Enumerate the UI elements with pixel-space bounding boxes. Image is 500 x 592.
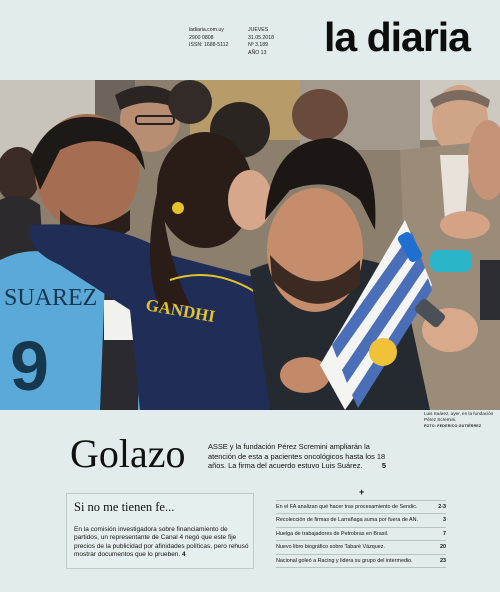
issue-number: Nº 3.189 [248, 42, 269, 49]
index-item-page: 2-3 [438, 504, 446, 510]
secondary-body-text: En la comisión investigadora sobre financiamiento de partidos, un representante de Canal 4 negó que este fije precios de la publicidad por afinidades políticas, pero rehusó mostrar documentos que lo prueben. [74, 526, 249, 559]
phone-number: 2900 0808 [189, 34, 214, 41]
edition-year: AÑO 13 [248, 49, 267, 56]
index-item-page: 3 [443, 517, 446, 524]
cover-photo [0, 80, 500, 410]
secondary-headline: Si no me tienen fe... [74, 500, 175, 514]
svg-text:9: 9 [10, 327, 49, 405]
caption-text: Luis Suárez, ayer, en la fundación Pérez Scremini. [424, 411, 494, 422]
index-item[interactable] [276, 500, 446, 513]
index-item-page: 23 [440, 557, 446, 564]
index-item-page: 20 [440, 544, 446, 551]
main-lead-text: ASSE y la fundación Pérez Scremini ampliarán la atención de esta a pacientes oncológicos hasta los 18 años. La firma del acuerdo estuvo Luis Suárez. [208, 442, 386, 471]
index-item-page: 7 [443, 530, 446, 537]
site-url[interactable]: ladiaria.com.uy [189, 27, 224, 33]
secondary-story[interactable] [66, 493, 254, 569]
newspaper-logo: la diaria [324, 14, 470, 60]
plus-icon: + [359, 487, 365, 497]
main-page-ref: 5 [381, 461, 386, 471]
masthead [0, 0, 500, 80]
index-item-text: Nuevo libro biográfico sobre Tabaré Vázquez. [276, 544, 385, 551]
secondary-page-ref: 4 [182, 551, 186, 559]
briefs-index [276, 500, 446, 568]
contact-info [189, 27, 228, 50]
jersey-lettering: SUAREZ [4, 285, 98, 311]
shirt-lettering: GANDHI [144, 295, 217, 327]
secondary-body [74, 526, 250, 560]
photo-credit: FOTO: FEDERICO GUTIÉRREZ [424, 424, 482, 428]
index-item-text: Recolección de firmas de Larrañaga suma por fuera de AN. [276, 517, 419, 524]
edition-info [248, 27, 274, 57]
photo-caption [424, 411, 498, 429]
index-item[interactable] [276, 540, 446, 553]
index-item[interactable] [276, 513, 446, 526]
weekday: JUEVES [248, 27, 269, 33]
index-item[interactable] [276, 554, 446, 568]
main-lead[interactable] [208, 442, 386, 471]
index-item-text: En el FA analizan qué hacer tras procesamiento de Sendic. [276, 504, 418, 510]
index-item[interactable] [276, 527, 446, 540]
edition-date: 31.05.2018 [248, 34, 274, 41]
main-headline[interactable]: Golazo [70, 431, 186, 476]
index-item-text: Nacional goleó a Racing y lidera su grupo del intermedio. [276, 557, 413, 564]
index-item-text: Huelga de trabajadores de Petrobras en Brasil. [276, 530, 389, 537]
issn: ISSN: 1688-5112 [189, 42, 229, 49]
